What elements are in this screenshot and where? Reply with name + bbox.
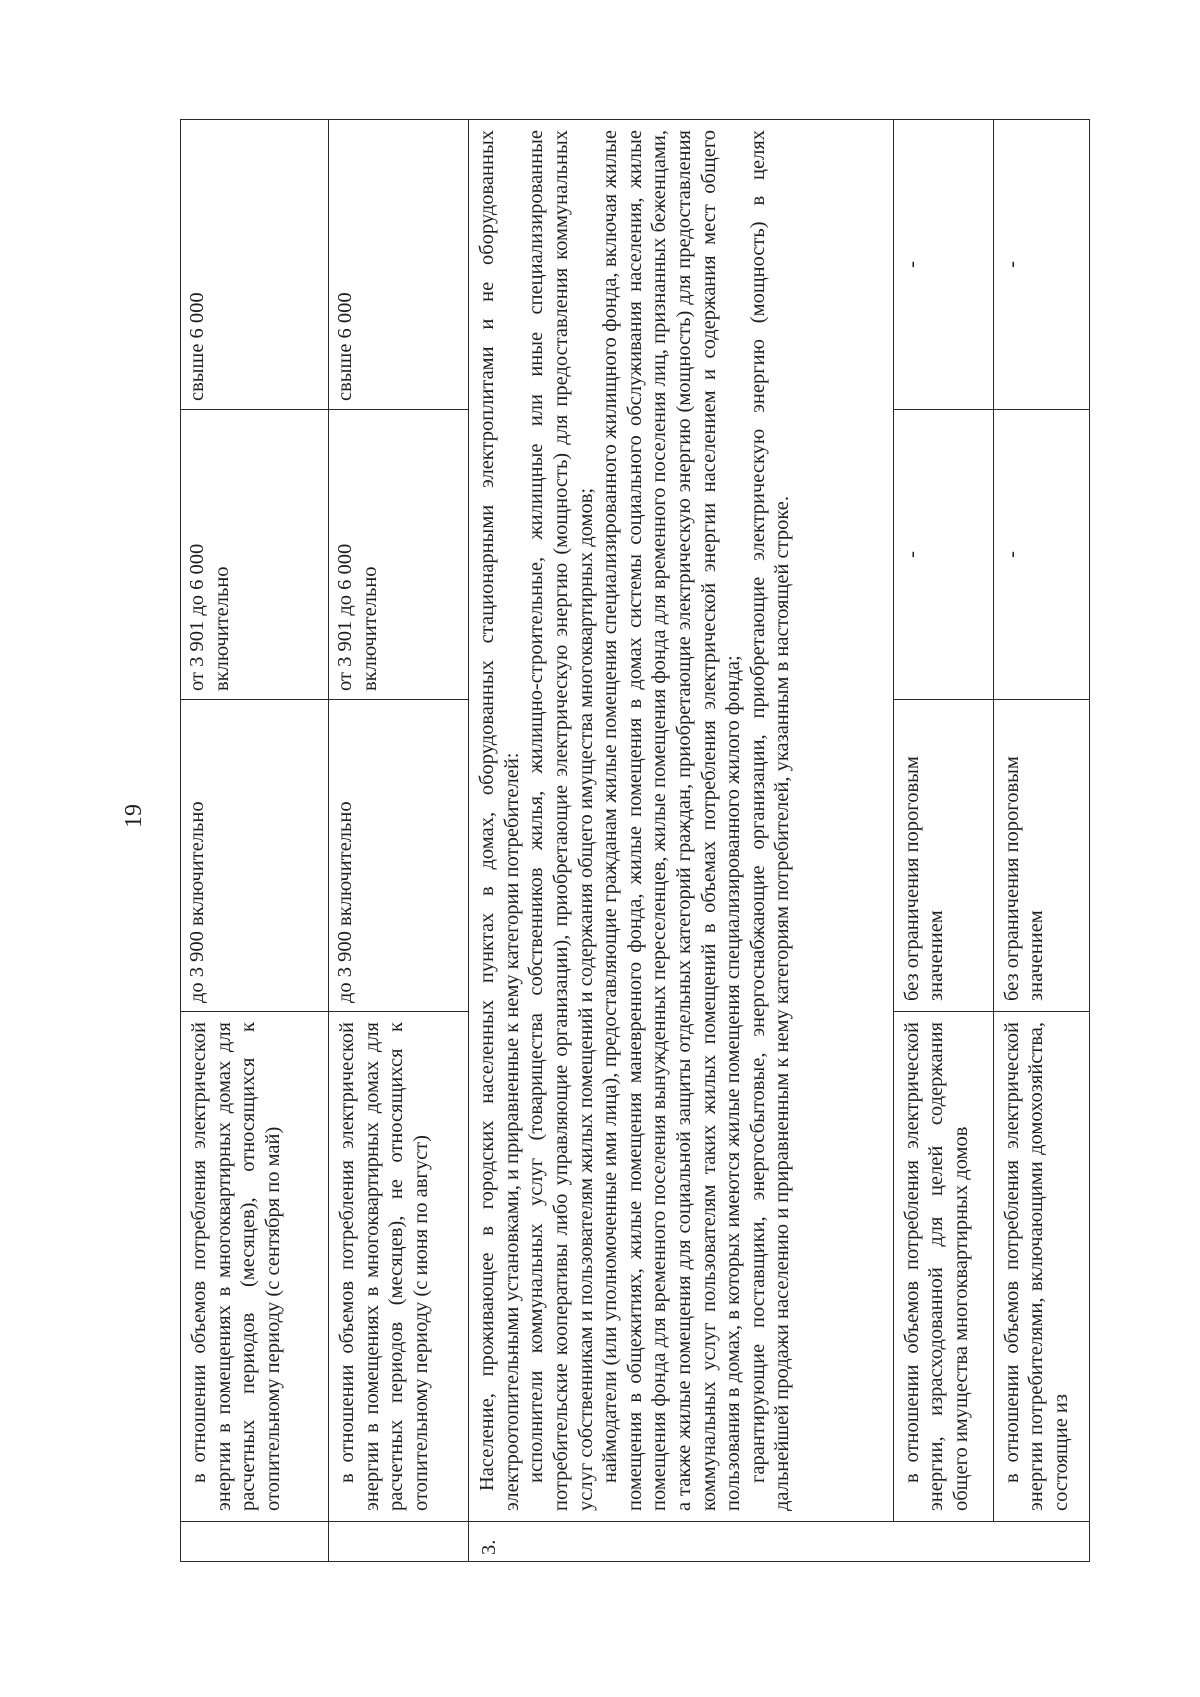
paragraph: Население, проживающее в городских населенных пунктах в домах, оборудованных стационарными электроплитами и не оборудованных электроотопительными установками, и приравненные к нему категории потребителей: <box>476 130 523 1511</box>
table-row <box>893 120 993 1562</box>
table-row <box>993 120 1089 1562</box>
threshold-cell: от 3 901 до 6 000 включительно <box>181 410 329 700</box>
row-label: в отношении объемов потребления электрической энергии потребителями, включающими домохозяйства, состоящие из <box>993 1012 1089 1522</box>
threshold-cell: свыше 6 000 <box>181 120 329 410</box>
tariff-table-rotated <box>180 120 1090 1562</box>
paragraph: наймодатели (или уполномоченные ими лица), предоставляющие гражданам жилые помещения специализированного жилищного фонда, включая жилые помещения в общежитиях, жилые помещения маневренного фонда, жилые помещения в домах системы социального обслуживания населения, жилые помещения фонда для временного поселения вынужденных переселенцев, жилые помещения фонда для временного поселения лиц, признанных беженцами, а также жилые помещения для социальной защиты отдельных категорий граждан, приобретающие электрическую энергию (мощность) для предоставления коммунальных услуг пользователям таких жилых помещений в объемах потребления электрической энергии населением и содержания мест общего пользования в домах, в которых имеются жилые помещения специализированного жилого фонда; <box>599 130 745 1511</box>
table-row <box>181 120 329 1562</box>
row-number: 3. <box>469 1522 1090 1562</box>
threshold-cell: до 3 900 включительно <box>181 700 329 1012</box>
dash-cell: - <box>893 410 993 700</box>
threshold-cell: свыше 6 000 <box>329 120 469 410</box>
table-row-section-3 <box>469 120 893 1562</box>
row-label: в отношении объемов потребления электрической энергии, израсходованной для целей содержания общего имущества многоквартирных домов <box>893 1012 993 1522</box>
row-number <box>329 1522 469 1562</box>
table-row <box>329 120 469 1562</box>
limit-cell: без ограничения пороговым значением <box>993 700 1089 1012</box>
dash-cell: - <box>993 120 1089 410</box>
dash-cell: - <box>893 120 993 410</box>
section-3-text <box>469 120 893 1522</box>
paragraph: исполнители коммунальных услуг (товарищества собственников жилья, жилищно-строительные, жилищные или иные специализированные потребительские кооперативы либо управляющие организации), приобретающие электрическую энергию (мощность) для предоставления коммунальных услуг собственникам и пользователям жилых помещений и содержания общего имущества многоквартирных домов; <box>525 130 597 1511</box>
paragraph: гарантирующие поставщики, энергосбытовые, энергоснабжающие организации, приобретающие электрическую энергию (мощность) в целях дальнейшей продажи населению и приравненным к нему категориям потребителей, указанным в настоящей строке. <box>746 130 794 1511</box>
row-number <box>181 1522 329 1562</box>
threshold-cell: от 3 901 до 6 000 включительно <box>329 410 469 700</box>
page-number: 19 <box>121 804 147 828</box>
dash-cell: - <box>993 410 1089 700</box>
row-label: в отношении объемов потребления электрической энергии в помещениях в многоквартирных домах для расчетных периодов (месяцев), не относящихся к отопительному периоду (с июня по август) <box>329 1012 469 1522</box>
row-label: в отношении объемов потребления электрической энергии в помещениях в многоквартирных домах для расчетных периодов (месяцев), относящихся к отопительному периоду (с сентября по май) <box>181 1012 329 1522</box>
threshold-cell: до 3 900 включительно <box>329 700 469 1012</box>
tariff-table <box>180 119 1090 1562</box>
limit-cell: без ограничения пороговым значением <box>893 700 993 1012</box>
